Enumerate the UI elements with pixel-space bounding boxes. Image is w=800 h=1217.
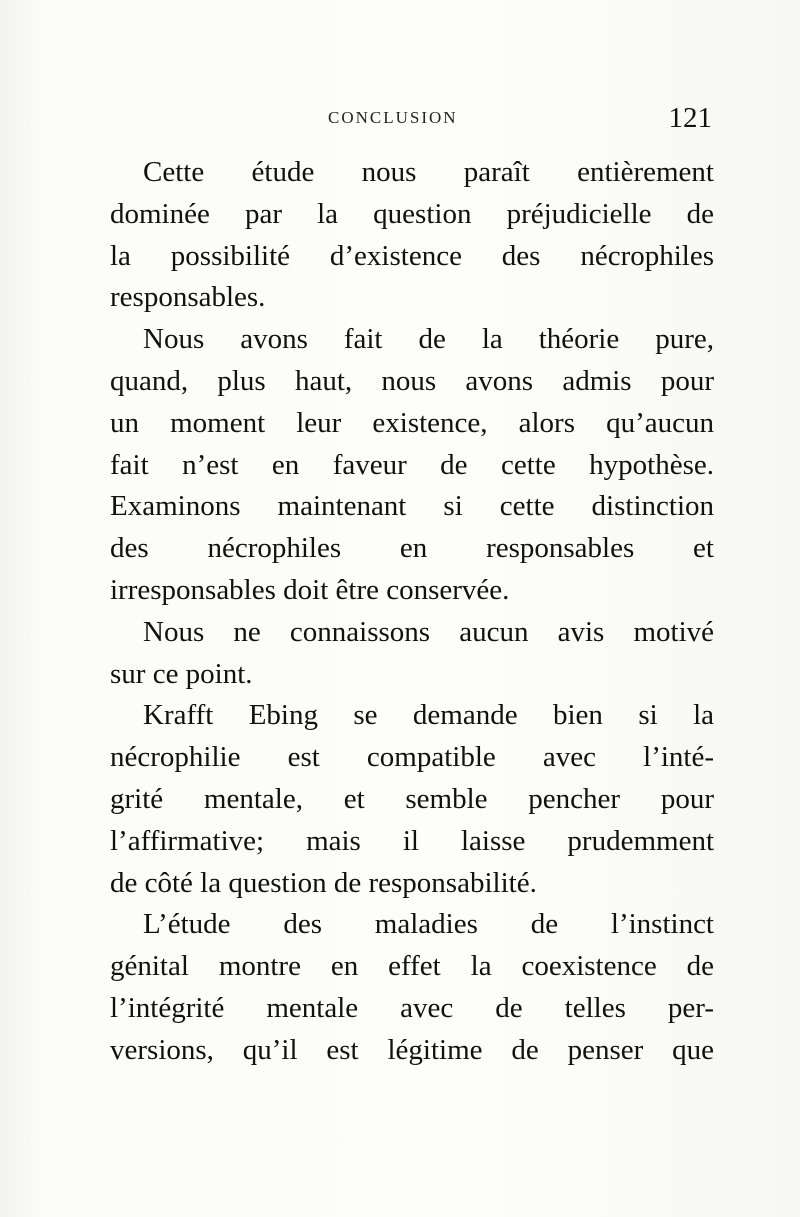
running-head: CONCLUSION <box>328 108 458 127</box>
text-line: génital montre en effet la coexistence de <box>110 950 714 983</box>
text-line: fait n’est en faveur de cette hypothèse. <box>110 448 714 481</box>
text-line: l’affirmative; mais il laisse prudemment <box>110 824 714 857</box>
text-line: la possibilité d’existence des nécrophiles <box>110 239 714 272</box>
text-line: L’étude des maladies de l’instinct <box>143 908 714 941</box>
text-line: des nécrophiles en responsables et <box>110 532 714 565</box>
body-text <box>110 152 714 1072</box>
text-line: Nous ne connaissons aucun avis motivé <box>143 615 714 648</box>
text-line: grité mentale, et semble pencher pour <box>110 782 714 815</box>
text-line: l’intégrité mentale avec de telles per- <box>110 991 714 1024</box>
text-line: Krafft Ebing se demande bien si la <box>143 699 714 732</box>
text-line: Nous avons fait de la théorie pure, <box>143 323 714 356</box>
page-header <box>110 104 712 138</box>
text-line: de côté la question de responsabilité. <box>110 866 537 899</box>
page-number: 121 <box>668 102 712 134</box>
text-line: nécrophilie est compatible avec l’inté- <box>110 741 714 774</box>
text-line: dominée par la question préjudicielle de <box>110 197 714 230</box>
text-line: Cette étude nous paraît entièrement <box>143 156 714 188</box>
text-line: sur ce point. <box>110 657 253 690</box>
text-line: un moment leur existence, alors qu’aucun <box>110 406 714 439</box>
text-line: versions, qu’il est légitime de penser que <box>110 1033 714 1066</box>
text-line: Examinons maintenant si cette distinction <box>110 490 714 523</box>
text-line: quand, plus haut, nous avons admis pour <box>110 364 714 397</box>
text-line: responsables. <box>110 281 266 314</box>
text-line: irresponsables doit être conservée. <box>110 573 510 606</box>
